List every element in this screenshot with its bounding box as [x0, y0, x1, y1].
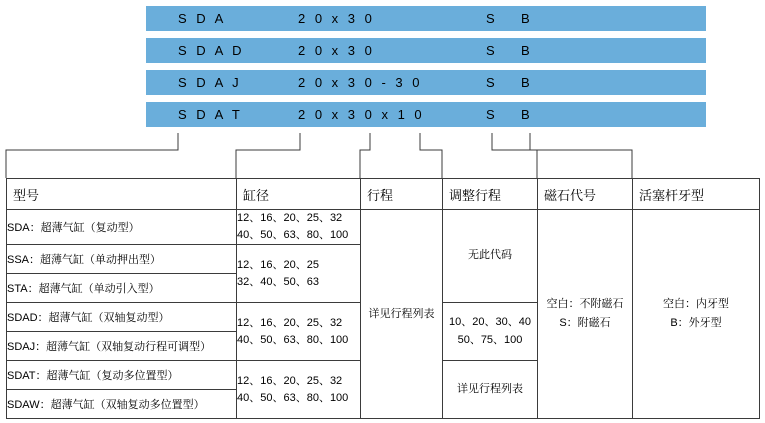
magnet-code-values [538, 210, 633, 419]
bore-line: 32、40、50、63 [237, 275, 319, 288]
bore-line: 12、16、20、25 [237, 258, 319, 271]
code-segment-size: 2 0 x 3 0 x 1 0 [298, 107, 425, 122]
table-row [7, 210, 760, 245]
header-magnet-code: 磁石代号 [538, 179, 633, 210]
code-segment-size: 2 0 x 3 0 - 3 0 [298, 75, 423, 90]
code-segment-magnet: S [486, 75, 498, 90]
bore-line: 12、16、20、25、32 [237, 374, 343, 387]
bore-group-1 [237, 210, 361, 245]
bore-line: 40、50、63、80、100 [237, 333, 349, 346]
header-stroke: 行程 [361, 179, 443, 210]
code-segment-model: S D A T [178, 107, 243, 122]
code-bar-row [146, 70, 706, 95]
model-sda: SDA：超薄气缸（复动型） [7, 210, 237, 245]
code-segment-model: S D A [178, 11, 227, 26]
code-segment-rod: B [521, 11, 533, 26]
model-sdaw: SDAW：超薄气缸（双轴复动多位置型） [7, 390, 237, 419]
bore-line: 12、16、20、25、32 [237, 212, 343, 224]
adjust-values [443, 303, 538, 361]
model-sdat: SDAT：超薄气缸（复动多位置型） [7, 361, 237, 390]
spec-table [6, 178, 760, 419]
rod-thread-values [633, 210, 760, 419]
code-segment-magnet: S [486, 43, 498, 58]
code-bar-row [146, 102, 706, 127]
adjust-line: 50、75、100 [457, 333, 523, 346]
model-sta: STA：超薄气缸（单动引入型） [7, 274, 237, 303]
code-bar-row [146, 38, 706, 63]
rod-line: 空白：内牙型 [663, 298, 729, 311]
code-segment-rod: B [521, 43, 533, 58]
table-header-row [7, 179, 760, 210]
model-sdad: SDAD：超薄气缸（双轴复动型） [7, 303, 237, 332]
header-rod-thread: 活塞杆牙型 [633, 179, 760, 210]
code-segment-magnet: S [486, 107, 498, 122]
code-segment-model: S D A D [178, 43, 245, 58]
code-segment-size: 2 0 x 3 0 [298, 43, 375, 58]
bore-line: 12、16、20、25、32 [237, 316, 343, 329]
product-code-bars [146, 6, 706, 134]
model-ssa: SSA：超薄气缸（单动押出型） [7, 245, 237, 274]
bore-group-4 [237, 361, 361, 419]
header-bore: 缸径 [237, 179, 361, 210]
code-segment-model: S D A J [178, 75, 242, 90]
bore-line: 40、50、63、80、100 [237, 391, 349, 404]
bore-group-3 [237, 303, 361, 361]
header-adjust-stroke: 调整行程 [443, 179, 538, 210]
bore-line: 40、50、63、80、100 [237, 229, 349, 242]
header-model: 型号 [7, 179, 237, 210]
bore-group-2 [237, 245, 361, 303]
magnet-line: 空白：不附磁石 [546, 298, 624, 311]
code-segment-size: 2 0 x 3 0 [298, 11, 375, 26]
code-segment-rod: B [521, 107, 533, 122]
adjust-line: 10、20、30、40 [449, 316, 531, 328]
rod-line: B：外牙型 [670, 317, 722, 330]
code-bar-row [146, 6, 706, 31]
stroke-value: 详见行程列表 [361, 210, 443, 419]
adjust-none: 无此代码 [443, 210, 538, 303]
model-sdaj: SDAJ：超薄气缸（双轴复动行程可调型） [7, 332, 237, 361]
code-segment-magnet: S [486, 11, 498, 26]
adjust-note: 详见行程列表 [443, 361, 538, 419]
code-segment-rod: B [521, 75, 533, 90]
magnet-line: S：附磁石 [559, 317, 611, 330]
